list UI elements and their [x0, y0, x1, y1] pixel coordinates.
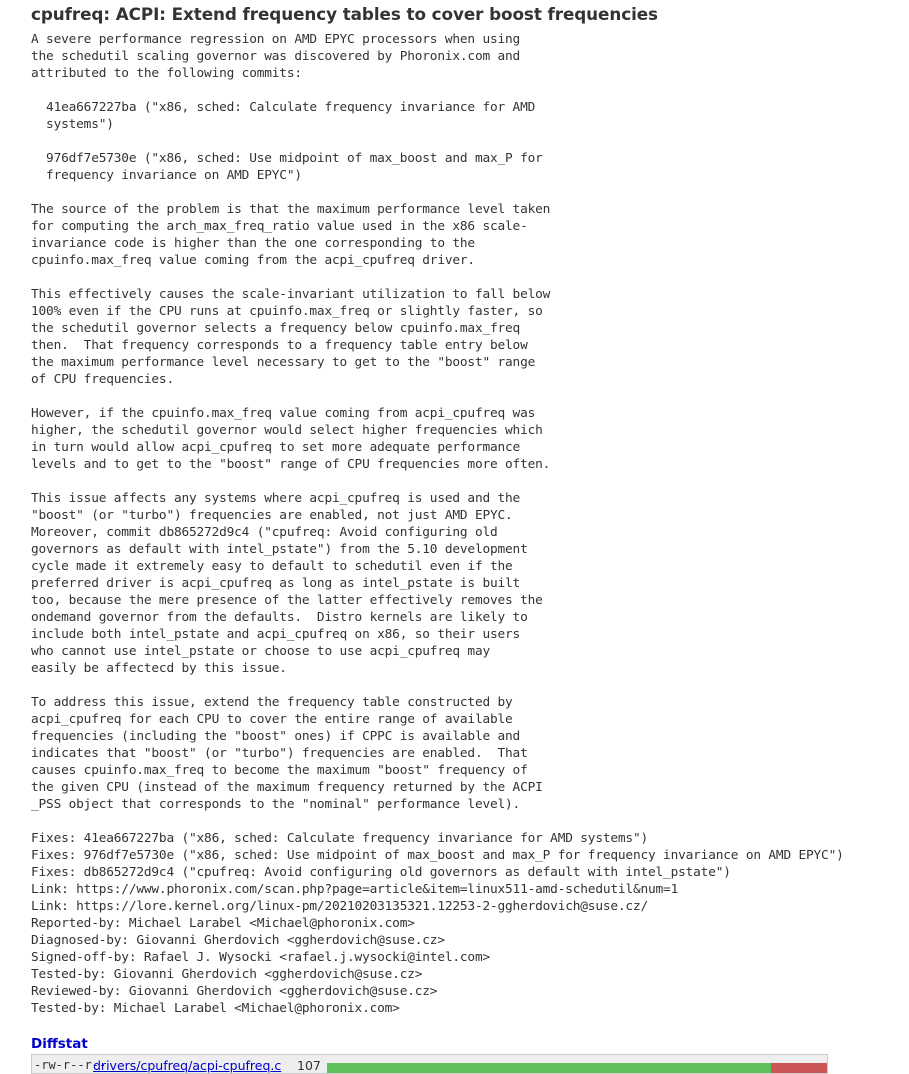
diffstat-table	[31, 1054, 828, 1074]
commit-subject: cpufreq: ACPI: Extend frequency tables to cover boost frequencies	[31, 4, 658, 24]
commit-view	[31, 0, 901, 1017]
diffstat-header-link[interactable]: Diffstat	[31, 1036, 88, 1052]
commit-message[interactable]: A severe performance regression on AMD EPYC processors when using the schedutil scaling governor was discovered by Phoronix.com and attributed to the following commits: 41ea667227ba ("x86, sched: Calculate frequency invariance for AMD systems") 976df7e5730e ("x86, sched: Use midpoint of max_boost and max_P for frequency invariance on AMD EPYC") The source of the problem is that the maximum performance level taken for computing the arch_max_freq_ratio value used in the x86 scale- invariance code is higher than the one corresponding to the cpuinfo.max_freq value coming from the acpi_cpufreq driver. This effectively causes the scale-invariant utilization to fall below 100% even if the CPU runs at cpuinfo.max_freq or slightly faster, so the schedutil governor selects a frequency below cpuinfo.max_freq then. That frequency corresponds to a frequency table entry below the maximum performance level necessary to get to the "boost" range of CPU frequencies. However, if the cpuinfo.max_freq value coming from acpi_cpufreq was higher, the schedutil governor would select higher frequencies which in turn would allow acpi_cpufreq to set more adequate performance levels and to get to the "boost" range of CPU frequencies more often. This issue affects any systems where acpi_cpufreq is used and the "boost" (or "turbo") frequencies are enabled, not just AMD EPYC. Moreover, commit db865272d9c4 ("cpufreq: Avoid configuring old governors as default with intel_pstate") from the 5.10 development cycle made it extremely easy to default to schedutil even if the preferred driver is acpi_cpufreq as long as intel_pstate is built too, because the mere presence of the latter effectively removes the ondemand governor from the defaults. Distro kernels are likely to include both intel_pstate and acpi_cpufreq on x86, so their users who cannot use intel_pstate or choose to use acpi_cpufreq may easily be affectecd by this issue. To address this issue, extend the frequency table constructed by acpi_cpufreq for each CPU to cover the entire range of available frequencies (including the "boost" ones) if CPPC is available and indicates that "boost" (or "turbo") frequencies are enabled. That causes cpuinfo.max_freq to become the maximum "boost" frequency of the given CPU (instead of the maximum frequency returned by the ACPI _PSS object that corresponds to the "nominal" performance level). Fixes: 41ea667227ba ("x86, sched: Calculate frequency invariance for AMD systems") Fixes: 976df7e5730e ("x86, sched: Use midpoint of max_boost and max_P for frequency invariance on AMD EPYC") Fixes: db865272d9c4 ("cpufreq: Avoid configuring old governors as default with intel_pstate") Link: https://www.phoronix.com/scan.php?page=article&item=linux511-amd-schedutil&num=1 Link: https://lore.kernel.org/linux-pm/20210203135321.12253-2-ggherdovich@suse.cz/ Reported-by: Michael Larabel <Michael@phoronix.com> Diagnosed-by: Giovanni Gherdovich <ggherdovich@suse.cz> Signed-off-by: Rafael J. Wysocki <rafael.j.wysocki@intel.com> Tested-by: Giovanni Gherdovich <ggherdovich@suse.cz> Reviewed-by: Giovanni Gherdovich <ggherdovich@suse.cz> Tested-by: Michael Larabel <Michael@phoronix.com>	[31, 32, 844, 1016]
file-mode: -rw-r--r--	[34, 1058, 107, 1072]
diffstat-change-count: 107	[297, 1058, 321, 1073]
diffstat-graph	[327, 1063, 827, 1073]
diffstat-file-link[interactable]: drivers/cpufreq/acpi-cpufreq.c	[93, 1058, 282, 1073]
diffstat-removed-bar	[771, 1063, 827, 1073]
diffstat-added-bar	[327, 1063, 771, 1073]
